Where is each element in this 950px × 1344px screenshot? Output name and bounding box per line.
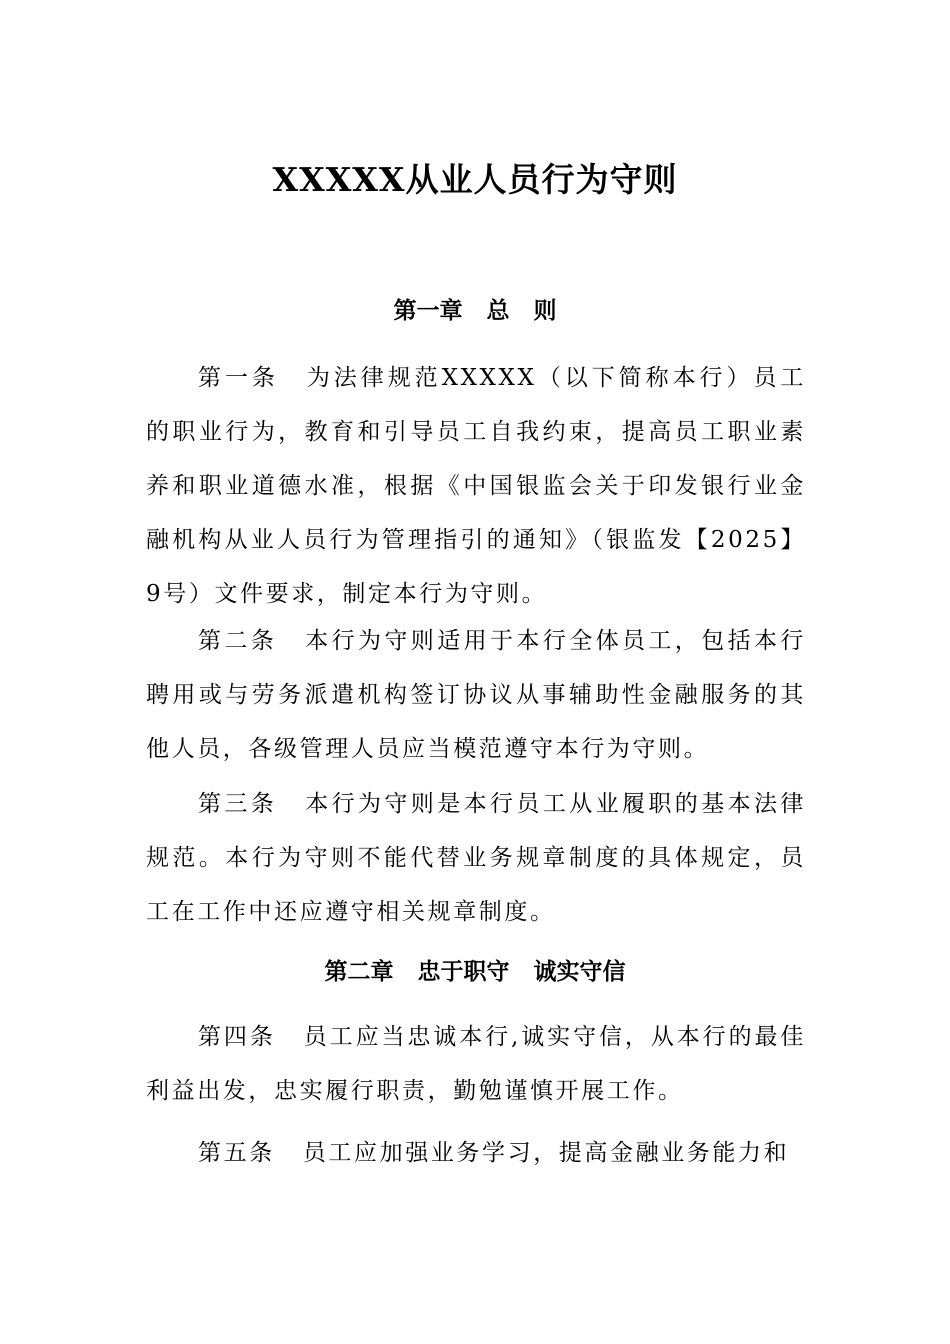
article-5 [146, 1126, 806, 1180]
article-number: 第一条 [198, 365, 279, 391]
chapter-heading-2: 第二章 忠于职守 诚实守信 [324, 958, 626, 985]
article-text: 员工应当忠诚本行,诚实守信，从本行的最佳利益出发，忠实履行职责，勤勉谨慎开展工作。 [146, 1024, 806, 1104]
article-4 [146, 1010, 806, 1118]
document-title: XXXXX从业人员行为守则 [272, 160, 678, 199]
article-text: 本行为守则适用于本行全体员工，包括本行聘用或与劳务派遣机构签订协议从事辅助性金融服务的其他人员，各级管理人员应当模范遵守本行为守则。 [146, 628, 806, 762]
article-3 [146, 777, 806, 939]
article-number: 第五条 [198, 1140, 275, 1166]
article-number: 第四条 [198, 1024, 276, 1050]
article-number: 第三条 [198, 791, 278, 817]
article-text: 为法律规范XXXXX（以下简称本行）员工的职业行为，教育和引导员工自我约束，提高员工职业素养和职业道德水准，根据《中国银监会关于印发银行业金融机构从业人员行为管理指引的通知》（银监发【2025】9号）文件要求，制定本行为守则。 [146, 365, 806, 607]
article-1 [146, 351, 806, 621]
article-text: 员工应加强业务学习，提高金融业务能力和 [302, 1140, 790, 1166]
article-text: 本行为守则是本行员工从业履职的基本法律规范。本行为守则不能代替业务规章制度的具体规定，员工在工作中还应遵守相关规章制度。 [146, 791, 806, 925]
article-number: 第二条 [198, 628, 278, 654]
chapter-heading-1: 第一章 总 则 [393, 297, 557, 324]
article-2 [146, 614, 806, 776]
